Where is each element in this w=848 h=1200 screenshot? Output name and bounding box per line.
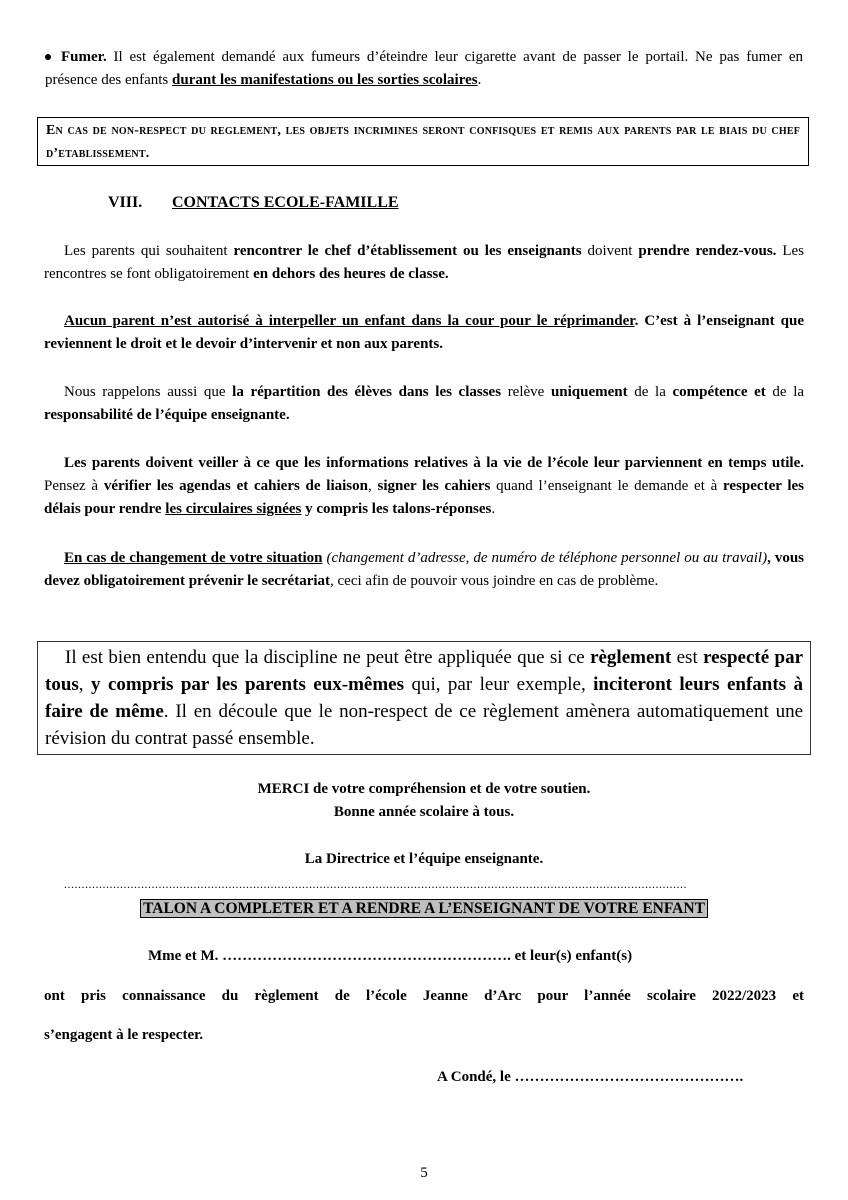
bullet-icon	[45, 54, 51, 60]
paragraph-rendez-vous: Les parents qui souhaitent rencontrer le chef d’établissement ou les enseignants doivent prendre rendez-vous. Les rencontres se font obligatoirement en dehors des heures de classe.	[44, 243, 805, 282]
thanks-line: MERCI de votre compréhension et de votre soutien.	[257, 781, 591, 797]
bullet-fumer: Fumer. Il est également demandé aux fumeurs d’éteindre leur cigarette avant de passer le portail. Ne pas fumer en présence des enfants durant les manifestations ou les sorties scolaires.	[45, 49, 803, 88]
section-heading	[108, 191, 399, 214]
slip-title-row	[0, 897, 848, 921]
cut-line: ..................................................................................................................................................................................	[64, 877, 687, 891]
discipline-box: Il est bien entendu que la discipline ne peut être appliquée que si ce règlement est respecté par tous, y compris par les parents eux-mêmes qui, par leur exemple, inciteront leurs enfants à faire de même. Il en découle que le non-respect de ce règlement amènera automatiquement une révision du contrat passé ensemble.	[37, 641, 811, 755]
paragraph-interpeller: Aucun parent n’est autorisé à interpeller un enfant dans la cour pour le réprimander. C’est à l’enseignant que reviennent le droit et le devoir d’intervenir et non aux parents.	[44, 313, 804, 352]
notice-box	[37, 117, 809, 166]
wishes-line: Bonne année scolaire à tous.	[333, 804, 515, 820]
paragraph-changement-situation: En cas de changement de votre situation (changement d’adresse, de numéro de téléphone personnel ou au travail), vous devez obligatoirement prévenir le secrétariat, ceci afin de pouvoir vous joindre en cas de problème.	[44, 550, 804, 589]
thanks-block	[0, 778, 848, 824]
section-number: VIII.	[108, 194, 143, 211]
section-title: CONTACTS ECOLE-FAMILLE	[172, 194, 399, 211]
names-field: Mme et M. …………………………………………………. et leur(s) enfant(s)	[148, 948, 633, 964]
signature-line: La Directrice et l’équipe enseignante.	[304, 851, 544, 867]
paragraph-repartition: Nous rappelons aussi que la répartition des élèves dans les classes relève uniquement de la compétence et de la responsabilité de l’équipe enseignante.	[44, 384, 805, 423]
notice-text: En cas de non-respect du reglement, les objets incrimines seront confisques et remis aux parents par le biais du chef d’etablissement.	[46, 123, 800, 161]
commitment-line: s’engagent à le respecter.	[44, 1027, 204, 1043]
page-number: 5	[420, 1165, 428, 1181]
slip-title: TALON A COMPLETER ET A RENDRE A L’ENSEIGNANT DE VOTRE ENFANT	[140, 899, 708, 918]
acknowledgement-line: ont pris connaissance du règlement de l’école Jeanne d’Arc pour l’année scolaire 2022/2023 et	[44, 988, 804, 1004]
paragraph-informations: Les parents doivent veiller à ce que les informations relatives à la vie de l’école leur parviennent en temps utile. Pensez à vérifier les agendas et cahiers de liaison, signer les cahiers quand l’enseignant le demande et à respecter les délais pour rendre les circulaires signées y compris les talons-réponses.	[44, 455, 805, 517]
place-date-field: A Condé, le ……………………………………….	[437, 1069, 744, 1085]
